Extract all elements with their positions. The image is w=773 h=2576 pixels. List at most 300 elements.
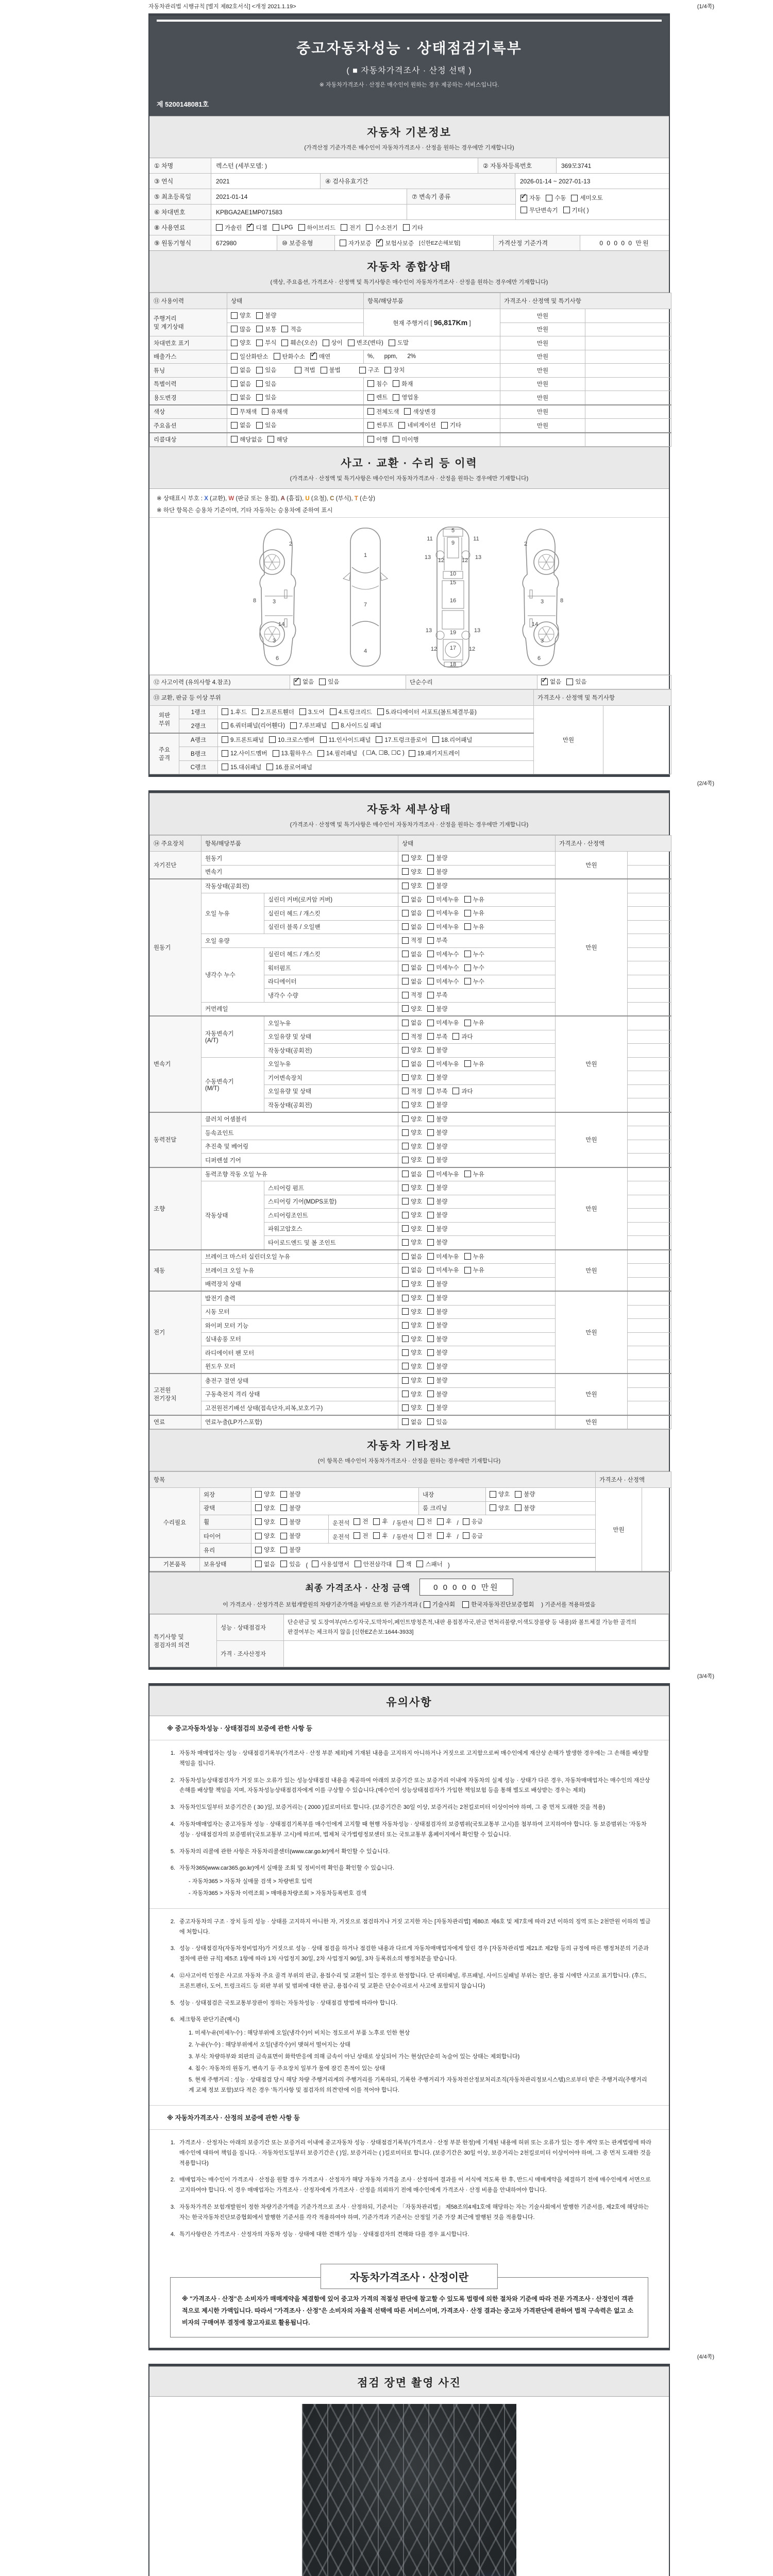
checkbox-없음[interactable]: 없음 (402, 1266, 422, 1274)
checkbox-양호[interactable]: 양호 (255, 1518, 275, 1526)
checkbox-16.플로어패널[interactable]: 16.플로어패널 (266, 763, 312, 771)
document-title: 중고자동차성능 · 상태점검기록부 (296, 40, 522, 56)
checkbox-양호[interactable]: 양호 (402, 1142, 422, 1150)
checkbox-불량[interactable]: 불량 (427, 882, 447, 890)
checkbox-불량[interactable]: 불량 (427, 1142, 447, 1150)
checkbox-부족[interactable]: 부족 (427, 991, 447, 999)
checkbox-이행[interactable]: 이행 (367, 435, 388, 444)
checkbox-box-icon (222, 764, 228, 770)
checkbox-box-icon (402, 1212, 409, 1218)
checkbox-양호[interactable]: 양호 (255, 1504, 275, 1512)
checkbox-불량[interactable]: 불량 (427, 1335, 447, 1343)
checkbox-불량[interactable]: 불량 (427, 1156, 447, 1164)
checkbox-자동[interactable]: ✓ 자동 (520, 194, 541, 202)
checkbox-미이행[interactable]: 미이행 (393, 435, 418, 444)
checkbox-과다[interactable]: 과다 (452, 1087, 473, 1095)
checkbox-box-icon (402, 1363, 409, 1369)
car-damage-diagram (149, 518, 669, 675)
checkbox-없음[interactable]: ✓ 없음 (541, 677, 561, 686)
checkbox-유채색[interactable]: 유채색 (262, 408, 288, 416)
checkbox-사용설명서[interactable]: 사용설명서 (312, 1560, 349, 1568)
checkbox-17.트렁크플로어[interactable]: 17.트렁크플로어 (376, 736, 427, 744)
checkbox-불량[interactable]: 불량 (427, 1225, 447, 1233)
checkbox-없음[interactable]: 없음 (402, 1418, 422, 1426)
checkbox-변조(변타)[interactable]: 변조(변타) (348, 338, 383, 347)
checkbox-양호[interactable]: 양호 (255, 1546, 275, 1554)
checkbox-누수[interactable]: 누수 (464, 977, 484, 986)
checkbox-양호[interactable]: 양호 (402, 882, 422, 890)
checkbox-양호[interactable]: 양호 (402, 1225, 422, 1233)
etc-info-table (149, 1471, 669, 1571)
checkbox-미세누유[interactable]: 미세누유 (427, 1019, 459, 1027)
checkbox-양호[interactable]: 양호 (402, 1156, 422, 1164)
checkbox-불량[interactable]: 불량 (427, 868, 447, 876)
checkbox-미세누수[interactable]: 미세누수 (427, 977, 459, 986)
checkbox-13.휠하우스[interactable]: 13.휠하우스 (273, 749, 312, 757)
checkbox-box-icon (298, 224, 305, 231)
checkbox-box-icon (427, 1295, 434, 1301)
checkbox-box-icon (256, 394, 263, 401)
checkbox-box-icon (427, 1267, 434, 1274)
checkbox-box-icon (341, 224, 347, 231)
checkbox-불량[interactable]: 불량 (280, 1490, 300, 1498)
checkbox-수소전기[interactable]: 수소전기 (366, 224, 397, 232)
checkbox-일산화탄소[interactable]: 일산화탄소 (231, 352, 268, 361)
checkbox-미세누유[interactable]: 미세누유 (427, 923, 459, 931)
checkbox-양호[interactable]: 양호 (402, 1403, 422, 1412)
checkbox-불량[interactable]: 불량 (427, 1005, 447, 1013)
document-header (149, 16, 669, 116)
checkbox-불량[interactable]: 불량 (427, 1348, 447, 1357)
checkbox-4.트렁크리드[interactable]: 4.트렁크리드 (330, 708, 372, 716)
checkbox-부족[interactable]: 부족 (427, 936, 447, 944)
checkbox-수동[interactable]: 수동 (546, 194, 566, 202)
device-group-동력전달: 동력전달 (150, 1112, 201, 1167)
checkbox-스패너[interactable]: 스패너 (416, 1560, 442, 1568)
label-base-price: 가격산정 기준가격 (494, 235, 580, 250)
checkbox-없음[interactable]: 없음 (402, 950, 422, 958)
checkbox-후[interactable]: 후 (373, 1532, 388, 1540)
checkbox-불량[interactable]: 불량 (515, 1490, 535, 1498)
row-색상: 색상 (150, 405, 227, 419)
checkbox-없음[interactable]: 없음 (402, 909, 422, 917)
checkbox-불량[interactable]: 불량 (427, 1073, 447, 1081)
checkbox-세미오토[interactable]: 세미오토 (571, 194, 602, 202)
checkbox-양호[interactable]: 양호 (402, 854, 422, 862)
checkbox-전기[interactable]: 전기 (341, 224, 361, 232)
page-1 (148, 13, 670, 777)
checkbox-box-icon (398, 422, 405, 429)
checkbox-전[interactable]: 전 (354, 1517, 368, 1526)
notice-subitem: 1. 미세누유(미세누수) : 해당부위에 오일(냉각수)이 비치는 정도로서 부품 노후로 인한 현상 (189, 2030, 410, 2037)
checkbox-2.프론트휀더[interactable]: 2.프론트휀더 (252, 708, 294, 716)
checkbox-7.루브패널[interactable]: 7.루브패널 (290, 721, 327, 730)
checkbox-기타( )[interactable]: 기타( ) (563, 206, 589, 214)
checkbox-불량[interactable]: 불량 (427, 1294, 447, 1302)
checkbox-미세누유[interactable]: 미세누유 (427, 1266, 459, 1274)
checkbox-box-icon (355, 1561, 361, 1567)
checkbox-응급[interactable]: 응급 (463, 1517, 483, 1526)
checkbox-후[interactable]: 후 (373, 1517, 388, 1526)
checkbox-box-icon (402, 883, 409, 889)
legend-code-U: U (305, 496, 310, 502)
checkbox-양호[interactable]: 양호 (402, 1390, 422, 1398)
checkbox-기타[interactable]: 기타 (403, 224, 423, 232)
checkbox-전[interactable]: 전 (417, 1532, 432, 1540)
checkbox-적법[interactable]: 적법 (295, 366, 315, 374)
checkbox-누유[interactable]: 누유 (464, 1266, 484, 1274)
row-리콜대상: 리콜대상 (150, 433, 227, 447)
checkbox-불량[interactable]: 불량 (427, 1403, 447, 1412)
checkbox-후[interactable]: 후 (437, 1517, 451, 1526)
checkbox-누유[interactable]: 누유 (464, 923, 484, 931)
checkbox-불량[interactable]: 불량 (427, 1183, 447, 1192)
checkbox-불량[interactable]: 불량 (427, 1308, 447, 1316)
checkbox-전[interactable]: 전 (417, 1517, 432, 1526)
checkbox-불량[interactable]: 불량 (427, 1128, 447, 1137)
checkbox-box-icon (402, 978, 409, 985)
checkbox-불량[interactable]: 불량 (515, 1504, 535, 1512)
remarks-text: 단순판금 및 도장여부(마스킹자국,도막차이,페인트방청흔적,내판 용접봉자국,판금 면처리불량,이색도장불량 등 내용)와 볼트체결 가능한 골격의 판결여부는 체크하지 않음 [신한EZ손보:1644-3933] (284, 1615, 669, 1641)
checkbox-box-icon (427, 1060, 434, 1067)
checkbox-양호[interactable]: 양호 (402, 1308, 422, 1316)
checkbox-없음[interactable]: 없음 (231, 380, 251, 388)
checkbox-한국자동차진단보증협회[interactable]: 한국자동차진단보증협회 (462, 1600, 534, 1608)
checkbox-양호[interactable]: 양호 (402, 1294, 422, 1302)
notice-item: 3. 성능 · 상태점검자(자동차정비업자)가 거짓으로 성능 · 상태 점검을 하거나 점검한 내용과 다르게 자동차매매업자에게 알린 경우 [자동차관리법 제21조 제2항 등의 규정에 따른 행정처분의 기준과 절차에 관한 규칙] 제5조 1항에 따라 1차 사업정지 30일, 2차 사업정지 90일, 3차 등록취소의 행정처분을 받습니다. (170, 1945, 649, 1962)
checkbox-무채색[interactable]: 무채색 (231, 408, 257, 416)
checkbox-불량[interactable]: 불량 (256, 311, 276, 319)
svg-text:4: 4 (363, 648, 367, 654)
checkbox-안전삼각대[interactable]: 안전삼각대 (355, 1560, 392, 1568)
section-note: (가격조사 · 산정액 및 특기사항은 매수인이 자동차가격조사 · 산정을 원하는 경우에만 기재합니다) (290, 476, 529, 482)
checkbox-box-icon (402, 1295, 409, 1301)
svg-text:13: 13 (475, 554, 482, 561)
checkbox-없음[interactable]: 없음 (402, 977, 422, 986)
checkbox-없음[interactable]: 없음 (402, 923, 422, 931)
checkbox-box-icon (427, 1047, 434, 1054)
checkbox-과다[interactable]: 과다 (452, 1032, 473, 1041)
checkbox-없음[interactable]: 없음 (402, 1252, 422, 1261)
checkbox-양호[interactable]: 양호 (402, 1211, 422, 1219)
row-주요옵션: 주요옵션 (150, 419, 227, 433)
notice-item: 6. 체크항목 판단기준(예시) (170, 2016, 240, 2023)
checkbox-없음[interactable]: 없음 (402, 895, 422, 904)
checkbox-누유[interactable]: 누유 (464, 1252, 484, 1261)
checkbox-5.라디에이터 서포트(볼트체결부품)[interactable]: 5.라디에이터 서포트(볼트체결부품) (377, 708, 477, 716)
checkbox-box-icon (290, 722, 297, 729)
checkbox-box-icon (273, 224, 279, 231)
checkbox-양호[interactable]: 양호 (402, 1005, 422, 1013)
checkbox-불량[interactable]: 불량 (427, 1046, 447, 1054)
checkbox-있음[interactable]: 있음 (319, 677, 339, 686)
checkbox-있음[interactable]: 있음 (256, 393, 276, 401)
checkbox-불량[interactable]: 불량 (427, 1197, 447, 1206)
checkbox-불법[interactable]: 불법 (321, 366, 341, 374)
checkbox-렌트[interactable]: 렌트 (367, 393, 388, 401)
checkbox-box-icon (427, 1391, 434, 1397)
svg-text:6: 6 (537, 655, 541, 662)
checkbox-box-icon (515, 1491, 522, 1498)
checkbox-box-icon (373, 1518, 380, 1525)
checkbox-없음[interactable]: 없음 (402, 1170, 422, 1178)
checkbox-매연[interactable]: ✓ 매연 (310, 352, 330, 361)
checkbox-box-icon (464, 1020, 471, 1026)
checkbox-불량[interactable]: 불량 (427, 1390, 447, 1398)
checkbox-box-icon (402, 1115, 409, 1122)
checkbox-누유[interactable]: 누유 (464, 909, 484, 917)
checkbox-box-icon (295, 367, 301, 374)
checkbox-양호[interactable]: 양호 (490, 1490, 510, 1498)
checkbox-3.도어[interactable]: 3.도어 (299, 708, 325, 716)
checkbox-box-icon (452, 1088, 459, 1094)
checkbox-12.사이드멤버[interactable]: 12.사이드멤버 (222, 749, 267, 757)
checkbox-후[interactable]: 후 (437, 1532, 451, 1540)
car-diagram-top (335, 525, 396, 669)
notice-item: 3. 자동차가격은 보험개발원이 정한 차량기준가액을 기준가격으로 조사 · 산정하되, 기준서는 「자동차관리법」 제58조의4제1호에 해당하는 자는 기술사회에서 발행한 기준서를, 제2호에 해당하는 자는 한국자동차진단보증협회에서 발행한 기준서를 각각 적용하여야 하며, 기준가격과 기준서는 산정일 기준 가장 최근에 발행된 것을 적용합니다. (170, 2204, 649, 2221)
overall-table: ⑪ 사용이력 상태 항목/해당부품 가격조사 · 산정액 및 특기사항 주행거리 및 계기상태 양호 불량 현재 주행거리 [ 96,817Km ] 만원 많음 보통 적음 만원 차대번호 표기 양호 부식 훼손(오손) 상이 변조(변타) 도말 만원 배출가스 일산화탄소 탄화수소 ✓ 매연 %, ppm, 2% 만원 튜닝 없음 있음 적법 불법 구조 장치 만원 특별이력 없음 있음 침수 화재 만원 용도변경 없음 있음 렌트 영업용 만원 색상 무채색 유채색 전체도색 색상변경 만원 주요옵션 없음 있음 썬루프 네비게이션 기타 만원 리콜대상 해당없음 해당 이행 미이행 (149, 293, 671, 447)
checkbox-네비게이션[interactable]: 네비게이션 (398, 421, 436, 429)
checkbox-썬루프[interactable]: 썬루프 (367, 421, 393, 429)
checkbox-침수[interactable]: 침수 (367, 380, 388, 388)
checkbox-탄화수소[interactable]: 탄화수소 (274, 352, 305, 361)
checkbox-부족[interactable]: 부족 (427, 1032, 447, 1041)
checkbox-14.필러패널[interactable]: 14.필러패널 (317, 749, 357, 757)
checkbox-불량[interactable]: 불량 (427, 1376, 447, 1384)
checkbox-box-icon (490, 1504, 496, 1511)
checkbox-불량[interactable]: 불량 (427, 1115, 447, 1123)
section-overall-header (149, 250, 669, 293)
checkbox-있음[interactable]: 있음 (256, 366, 276, 374)
checkbox-화재[interactable]: 화재 (393, 380, 413, 388)
checkbox-불량[interactable]: 불량 (427, 1100, 447, 1109)
checkbox-불량[interactable]: 불량 (427, 1238, 447, 1246)
checkbox-양호[interactable]: 양호 (402, 1128, 422, 1137)
checkbox-box-icon (563, 207, 570, 213)
checkbox-불량[interactable]: 불량 (427, 1362, 447, 1370)
checkbox-해당없음[interactable]: 해당없음 (231, 435, 262, 444)
row-튜닝: 튜닝 (150, 364, 227, 378)
checkbox-양호[interactable]: 양호 (402, 1046, 422, 1054)
checkbox-있음[interactable]: 있음 (566, 677, 586, 686)
checkbox-누유[interactable]: 누유 (464, 1170, 484, 1178)
label-simple-repair: 단순수리 (406, 675, 537, 689)
notice-item: 4. ⑫사고이력 인정은 사고로 자동차 주요 골격 부위의 판금, 용접수리 및 교환이 있는 경우로 한정합니다. 단 쿼터패널, 루프패널, 사이드실패널 부위는 절단, 용접 시에만 사고로 표기합니다. (후드, 프론트펜더, 도어, 트렁크리드 등 외판 부위 및 범퍼에 대한 판금, 용접수리 및 교환은 단순수리로서 사고에 포함되지 않습니다) (170, 1972, 647, 1989)
checkbox-양호[interactable]: 양호 (255, 1490, 275, 1498)
checkbox-디젤[interactable]: ✓ 디젤 (247, 224, 267, 232)
checkbox-18.리어패널[interactable]: 18.리어패널 (432, 736, 472, 744)
checkbox-box-icon (402, 896, 409, 903)
checkbox-불량[interactable]: 불량 (427, 1321, 447, 1329)
checkbox-없음[interactable]: 없음 (231, 421, 251, 429)
checkbox-없음[interactable]: 없음 (402, 1019, 422, 1027)
checkbox-미세누유[interactable]: 미세누유 (427, 909, 459, 917)
svg-text:9: 9 (451, 540, 455, 546)
checkbox-누수[interactable]: 누수 (464, 963, 484, 972)
checkbox-양호[interactable]: 양호 (402, 1348, 422, 1357)
checkbox-없음[interactable]: 없음 (402, 1060, 422, 1068)
checkbox-6.쿼터패널(리어휀다)[interactable]: 6.쿼터패널(리어휀다) (222, 721, 285, 730)
checkbox-적음[interactable]: 적음 (281, 325, 301, 333)
rank-group-외판부위: 외판 부위 (150, 705, 179, 733)
checkbox-box-icon (312, 1561, 318, 1567)
checkbox-box-icon (402, 910, 409, 917)
checkbox-양호[interactable]: 양호 (402, 1100, 422, 1109)
checkbox-있음[interactable]: 있음 (256, 380, 276, 388)
checkbox-양호[interactable]: 양호 (231, 311, 251, 319)
checkbox-box-icon (427, 1349, 434, 1356)
checkbox-box-icon (231, 326, 238, 332)
checkbox-15.대쉬패널[interactable]: 15.대쉬패널 (222, 763, 261, 771)
checkbox-적정[interactable]: 적정 (402, 1087, 422, 1095)
checkbox-9.프론트패널[interactable]: 9.프론트패널 (222, 736, 264, 744)
checkbox-없음[interactable]: 없음 (255, 1560, 275, 1568)
checkbox-양호[interactable]: 양호 (402, 1073, 422, 1081)
checkbox-불량[interactable]: 불량 (280, 1518, 300, 1526)
checkbox-양호[interactable]: 양호 (402, 1197, 422, 1206)
checkbox-box-icon (520, 195, 527, 201)
checkbox-불량[interactable]: 불량 (280, 1546, 300, 1554)
section-note: (이 항목은 매수인이 자동차가격조사 · 산정을 원하는 경우에만 기재합니다) (317, 1458, 501, 1464)
transmission-options (515, 189, 669, 219)
label-engine-type: ⑨ 원동기형식 (149, 235, 211, 250)
svg-text:5: 5 (451, 528, 455, 534)
checkbox-box-icon (404, 408, 411, 415)
checkbox-양호[interactable]: 양호 (402, 1362, 422, 1370)
checkbox-색상변경[interactable]: 색상변경 (404, 408, 435, 416)
page-number-2: (2/4쪽) (697, 781, 714, 787)
checkbox-불량[interactable]: 불량 (427, 1280, 447, 1288)
checkbox-box-icon (402, 1198, 409, 1205)
checkbox-box-icon (256, 340, 263, 346)
checkbox-누유[interactable]: 누유 (464, 1019, 484, 1027)
checkbox-자가보증[interactable]: 자가보증 (340, 239, 371, 247)
checkbox-많음[interactable]: 많음 (231, 325, 251, 333)
checkbox-box-icon (427, 1020, 434, 1026)
checkbox-불량[interactable]: 불량 (427, 1211, 447, 1219)
device-group-조향: 조향 (150, 1167, 201, 1250)
checkbox-box-icon (255, 1518, 262, 1525)
checkbox-있음[interactable]: 있음 (280, 1560, 300, 1568)
checkbox-box-icon (231, 380, 238, 387)
checkbox-잭[interactable]: 잭 (397, 1560, 411, 1568)
checkbox-box-icon (402, 1184, 409, 1191)
checkbox-장치[interactable]: 장치 (384, 366, 405, 374)
checkbox-있음[interactable]: 있음 (256, 421, 276, 429)
checkbox-11.인사이드패널[interactable]: 11.인사이드패널 (320, 736, 371, 744)
checkbox-양호[interactable]: 양호 (490, 1504, 510, 1512)
checkbox-LPG[interactable]: LPG (273, 224, 293, 231)
checkbox-하이브리드[interactable]: 하이브리드 (298, 224, 336, 232)
detail-state-table (149, 835, 669, 1429)
checkbox-누유[interactable]: 누유 (464, 1060, 484, 1068)
checkbox-불량[interactable]: 불량 (280, 1532, 300, 1540)
checkbox-누수[interactable]: 누수 (464, 950, 484, 958)
checkbox-box-icon (319, 679, 326, 685)
checkbox-영업용[interactable]: 영업용 (393, 393, 418, 401)
checkbox-없음[interactable]: 없음 (231, 366, 251, 374)
fuel-options (211, 220, 669, 235)
checkbox-가솔린[interactable]: 가솔린 (216, 224, 242, 232)
checkbox-미세누유[interactable]: 미세누유 (427, 1252, 459, 1261)
checkbox-적정[interactable]: 적정 (402, 991, 422, 999)
checkbox-있음[interactable]: 있음 (427, 1418, 447, 1426)
checkbox-1.후드[interactable]: 1.후드 (222, 708, 247, 716)
checkbox-부족[interactable]: 부족 (427, 1087, 447, 1095)
checkbox-box-icon (515, 1504, 522, 1511)
svg-text:2: 2 (524, 541, 528, 547)
checkbox-box-icon (402, 1060, 409, 1067)
checkbox-양호[interactable]: 양호 (402, 1183, 422, 1192)
checkbox-양호[interactable]: 양호 (402, 1335, 422, 1343)
checkbox-양호[interactable]: 양호 (231, 338, 251, 347)
checkbox-없음[interactable]: ✓ 없음 (294, 677, 314, 686)
checkbox-무단변속기[interactable]: 무단변속기 (520, 206, 558, 214)
checkbox-미세누수[interactable]: 미세누수 (427, 963, 459, 972)
checkbox-기술사회[interactable]: 기술사회 (424, 1600, 455, 1608)
checkbox-응급[interactable]: 응급 (463, 1532, 483, 1540)
checkbox-불량[interactable]: 불량 (280, 1504, 300, 1512)
checkbox-적정[interactable]: 적정 (402, 936, 422, 944)
checkbox-도말[interactable]: 도말 (389, 338, 409, 347)
checkbox-미세누유[interactable]: 미세누유 (427, 1060, 459, 1068)
checkbox-box-icon (354, 1532, 360, 1539)
checkbox-양호[interactable]: 양호 (402, 1238, 422, 1246)
checkbox-양호[interactable]: 양호 (402, 1115, 422, 1123)
checkbox-양호[interactable]: 양호 (402, 868, 422, 876)
checkbox-없음[interactable]: 없음 (231, 393, 251, 401)
checkbox-해당[interactable]: 해당 (267, 435, 288, 444)
checkbox-양호[interactable]: 양호 (402, 1280, 422, 1288)
checkbox-구조[interactable]: 구조 (359, 366, 379, 374)
checkbox-전체도색[interactable]: 전체도색 (367, 408, 399, 416)
checkbox-미세누유[interactable]: 미세누유 (427, 1170, 459, 1178)
checkbox-적정[interactable]: 적정 (402, 1032, 422, 1041)
checkbox-8.사이드실 패널[interactable]: 8.사이드실 패널 (332, 721, 381, 730)
checkbox-기타[interactable]: 기타 (441, 421, 461, 429)
checkbox-양호[interactable]: 양호 (402, 1321, 422, 1329)
checkbox-양호[interactable]: 양호 (255, 1532, 275, 1540)
row-odometer: 주행거리 및 계기상태 (150, 309, 227, 336)
checkbox-10.크로스멤버[interactable]: 10.크로스멤버 (269, 736, 315, 744)
checkbox-미세누유[interactable]: 미세누유 (427, 895, 459, 904)
checkbox-전[interactable]: 전 (354, 1532, 368, 1540)
checkbox-box-icon (427, 951, 434, 957)
checkbox-box-icon (393, 380, 399, 387)
checkbox-누유[interactable]: 누유 (464, 895, 484, 904)
checkbox-상이[interactable]: 상이 (323, 338, 343, 347)
checkbox-box-icon (402, 1267, 409, 1274)
checkbox-box-icon (464, 1267, 471, 1274)
svg-text:11: 11 (427, 536, 433, 542)
checkbox-box-icon (402, 1005, 409, 1012)
checkbox-미세누수[interactable]: 미세누수 (427, 950, 459, 958)
checkbox-box-icon (464, 896, 471, 903)
checkbox-보통[interactable]: 보통 (256, 325, 276, 333)
checkbox-양호[interactable]: 양호 (402, 1376, 422, 1384)
remarks-text (284, 1641, 669, 1667)
checkbox-box-icon (247, 224, 254, 231)
checkbox-불량[interactable]: 불량 (427, 854, 447, 862)
checkbox-box-icon (402, 923, 409, 930)
checkbox-없음[interactable]: 없음 (402, 963, 422, 972)
checkbox-box-icon (330, 708, 337, 715)
checkbox-보험사보증[interactable]: ✓ 보험사보증 (376, 239, 414, 247)
checkbox-훼손(오손)[interactable]: 훼손(오손) (281, 338, 317, 347)
checkbox-19.패키지트레이[interactable]: 19.패키지트레이 (409, 749, 460, 757)
svg-text:12: 12 (461, 557, 468, 564)
checkbox-부식[interactable]: 부식 (256, 338, 276, 347)
